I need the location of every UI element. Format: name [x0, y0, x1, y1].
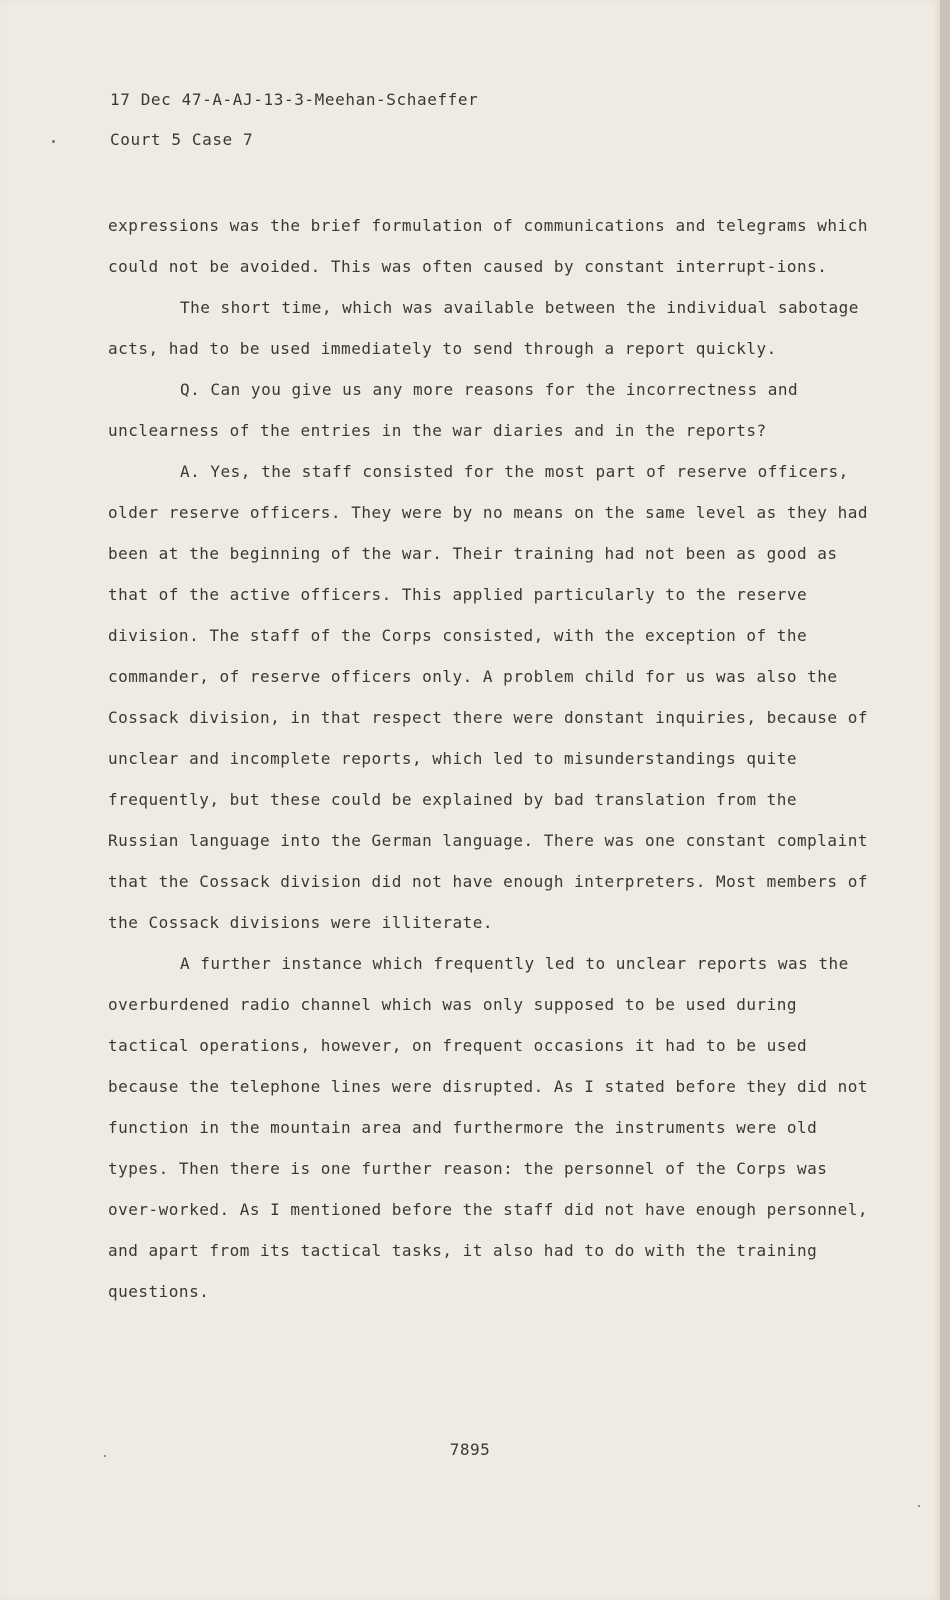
court-case-line: Court 5 Case 7 — [110, 130, 254, 149]
page-number: 7895 — [449, 1440, 491, 1459]
paper-speck — [52, 140, 55, 143]
document-header — [110, 86, 478, 166]
document-reference: 17 Dec 47-A-AJ-13-3-Meehan-Schaeffer — [110, 90, 479, 109]
paper-speck — [104, 1455, 106, 1457]
paragraph-further-instance: A further instance which frequently led to unclear reports was the overburdened radio channel which was only supposed to be used during tactical operations, however, on frequent occasions it had to be used because the telephone lines were disrupted. As I stated before they did not function in the mountain area and furthermore the instruments were old types. Then there is one further reason: the personnel of the Corps was over-worked. As I mentioned before the staff did not have enough personnel, and apart from its tactical tasks, it also had to do with the training questions. — [108, 954, 868, 1301]
paragraph-continuation: expressions was the brief formulation of communications and telegrams which could not be avoided. This was often caused by constant interrupt-ions. — [108, 216, 868, 276]
paragraph-answer: A. Yes, the staff consisted for the most part of reserve officers, older reserve officers. They were by no means on the same level as they had been at the beginning of the war. Their training had not been as good as that of the active officers. This applied particularly to the reserve division. The staff of the Corps consisted, with the exception of the commander, of reserve officers only. A problem child for us was also the Cossack division, in that respect there were donstant inquiries, because of unclear and incomplete reports, which led to misunderstandings quite frequently, but these could be explained by bad translation from the Russian language into the German language. There was one constant complaint that the Cossack division did not have enough interpreters. Most members of the Cossack divisions were illiterate. — [108, 462, 868, 932]
paragraph-short-time: The short time, which was available between the individual sabotage acts, had to be used immediately to send through a report quickly. — [108, 298, 859, 358]
document-body — [108, 205, 868, 1312]
paper-speck — [918, 1505, 920, 1507]
paragraph-question: Q. Can you give us any more reasons for the incorrectness and unclearness of the entries in the war diaries and in the reports? — [108, 380, 799, 440]
page-edge — [940, 0, 950, 1600]
